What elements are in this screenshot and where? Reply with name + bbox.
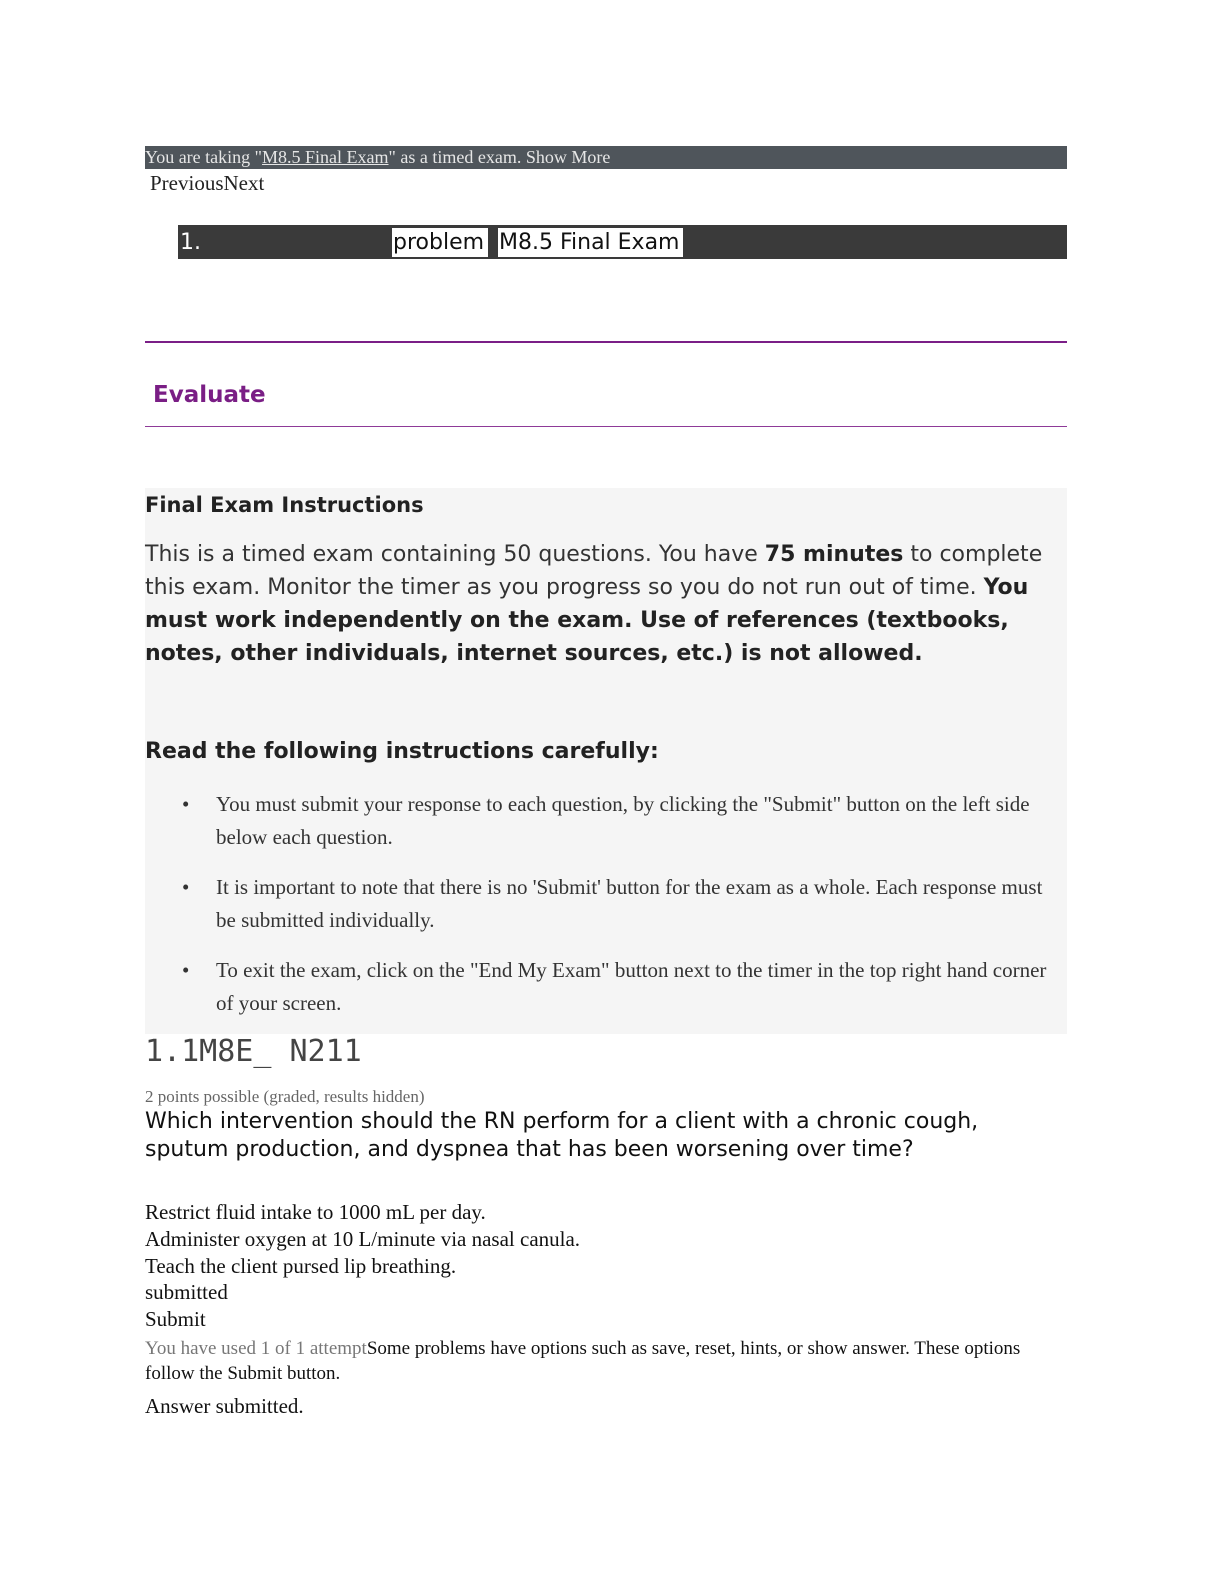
show-more-button[interactable]: Show More: [525, 147, 611, 167]
submit-button[interactable]: Submit: [145, 1307, 206, 1331]
answer-option[interactable]: Administer oxygen at 10 L/minute via nasal canula.: [145, 1227, 581, 1251]
answer-submitted-notice: Answer submitted.: [145, 1394, 304, 1418]
attempts-used: You have used 1 of 1 attempt: [145, 1338, 367, 1359]
section-divider-top: [145, 341, 1067, 343]
list-item: [182, 788, 1062, 854]
section-divider-bottom: [145, 426, 1067, 427]
bullet-text: It is important to note that there is no 'Submit' button for the exam as a whole. Each response must be submitted individually.: [216, 875, 1043, 932]
next-button[interactable]: Next: [223, 171, 265, 195]
exam-link[interactable]: M8.5 Final Exam: [262, 147, 389, 167]
independence-rule: You must work independently on the exam. Use of references (textbooks, notes, other individuals, internet sources, etc.) is not allowed.: [145, 575, 1029, 666]
instructions-paragraph: [145, 538, 1065, 670]
question-text: Which intervention should the RN perform for a client with a chronic cough, sputum production, and dyspnea that has been worsening over time?: [145, 1109, 979, 1162]
instructions-list: [182, 788, 1062, 1037]
bullet-text: To exit the exam, click on the "End My Exam" button next to the timer in the top right hand corner of your screen.: [216, 958, 1047, 1015]
answer-option[interactable]: Teach the client pursed lip breathing.: [145, 1254, 457, 1278]
bullet-icon: •: [182, 792, 190, 816]
sequence-nav: [150, 171, 264, 196]
answer-option[interactable]: Restrict fluid intake to 1000 mL per day.: [145, 1200, 486, 1224]
para-mid: to complete this exam. Monitor the timer as you progress so you do not run out of time.: [145, 542, 1043, 600]
instructions-heading: Final Exam Instructions: [145, 493, 424, 517]
previous-button[interactable]: Previous: [150, 171, 224, 195]
submission-status: submitted: [145, 1280, 228, 1304]
question-id: 1.1M8E_ N211: [145, 1034, 362, 1069]
bullet-icon: •: [182, 958, 190, 982]
list-item: [182, 871, 1062, 937]
para-start: This is a timed exam containing 50 questions. You have: [145, 542, 765, 567]
points-possible: 2 points possible (graded, results hidden): [145, 1087, 425, 1106]
problem-kind: problem: [392, 228, 488, 257]
attempts-note: Some problems have options such as save, reset, hints, or show answer. These options follow the Submit button.: [145, 1338, 1021, 1384]
answer-options: [145, 1199, 580, 1280]
bullet-text: You must submit your response to each question, by clicking the "Submit" button on the left side below each question.: [216, 792, 1030, 849]
problem-tab[interactable]: [178, 225, 1067, 259]
problem-number: 1.: [180, 230, 201, 255]
section-title: Evaluate: [153, 382, 266, 408]
attempts-info: [145, 1336, 1045, 1386]
time-limit: 75 minutes: [764, 542, 904, 567]
timed-exam-banner: [145, 146, 1067, 169]
problem-title: M8.5 Final Exam: [498, 228, 683, 257]
list-item: [182, 954, 1062, 1020]
banner-suffix: " as a timed exam.: [388, 147, 526, 167]
banner-prefix: You are taking ": [145, 147, 263, 167]
read-carefully-heading: Read the following instructions carefully:: [145, 739, 659, 764]
bullet-icon: •: [182, 875, 190, 899]
instructions-panel: [145, 488, 1067, 1034]
